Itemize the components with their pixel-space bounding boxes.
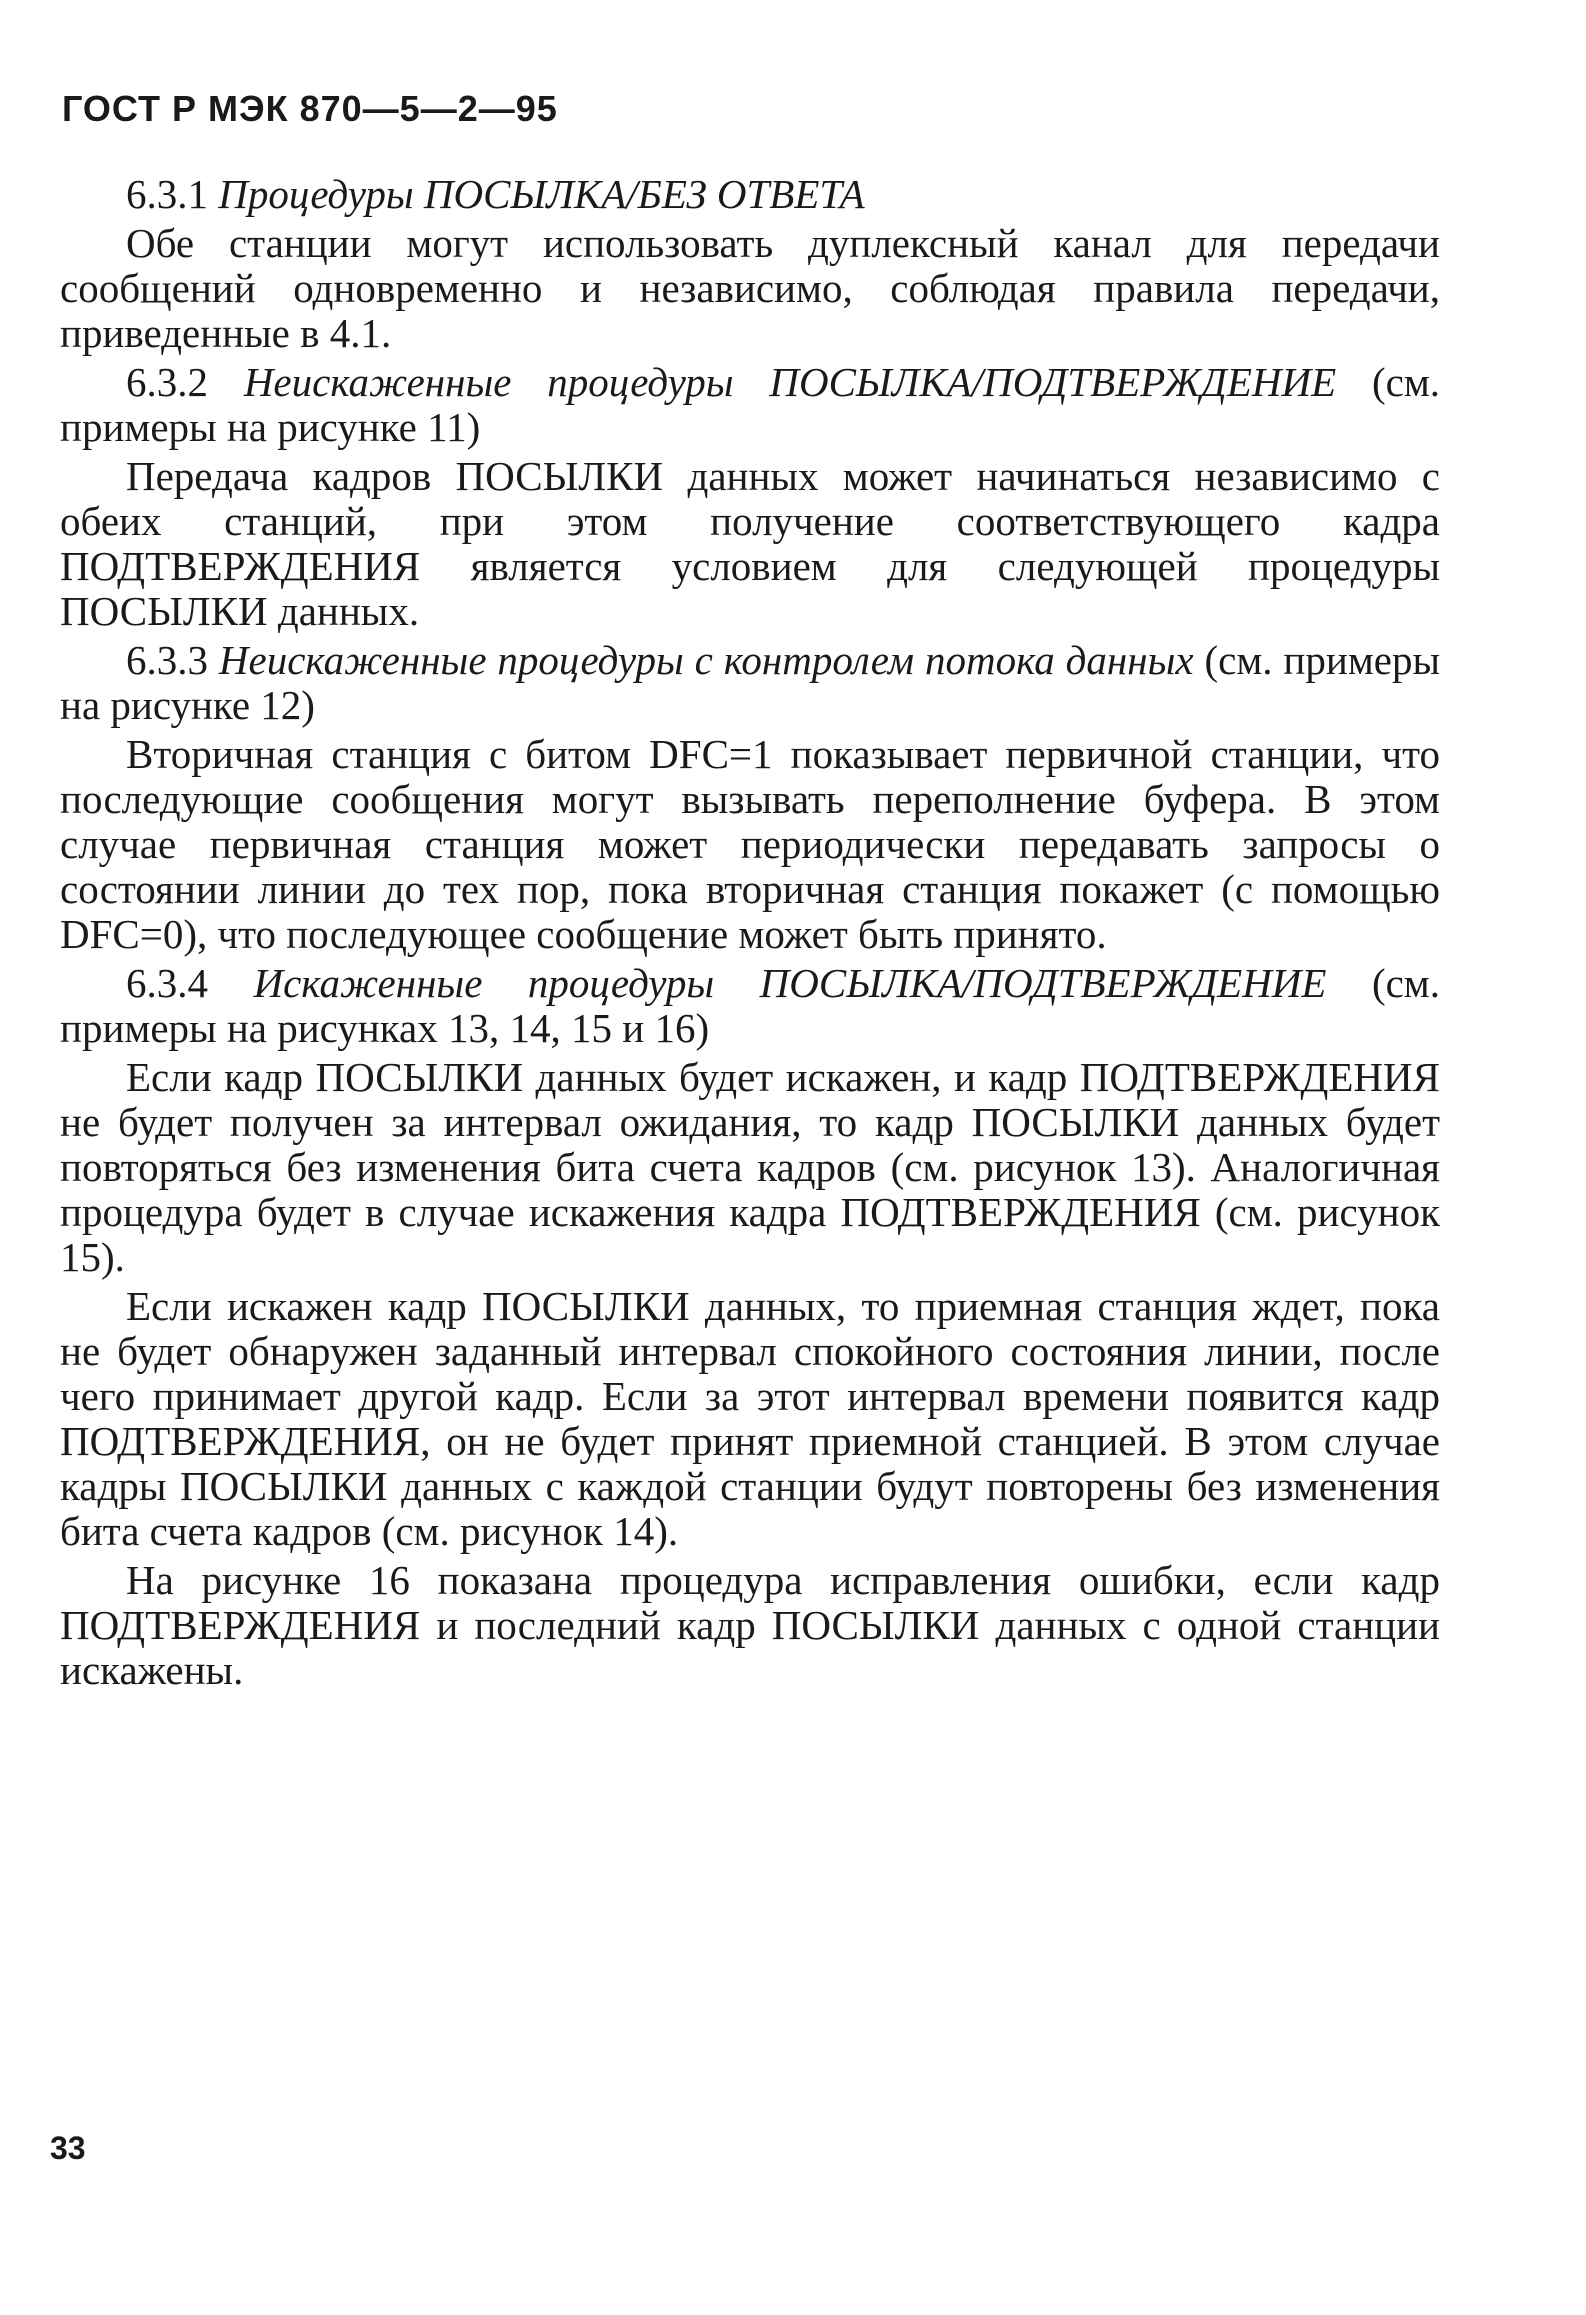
paragraph: Передача кадров ПОСЫЛКИ данных может начинаться независимо с обеих станций, при этом получение соответствующего кадра ПОДТВЕРЖДЕНИЯ является условием для следующей процедуры ПОСЫЛКИ данных. — [60, 453, 1440, 634]
paragraph: Если искажен кадр ПОСЫЛКИ данных, то приемная станция ждет, пока не будет обнаружен заданный интервал спокойного состояния линии, после чего принимает другой кадр. Если за этот интервал времени появится кадр ПОДТВЕРЖДЕНИЯ, он не будет принят приемной станцией. В этом случае кадры ПОСЫЛКИ данных с каждой станции будут повторены без изменения бита счета кадров (см. рисунок 14). — [60, 1283, 1440, 1554]
section-heading-6-3-1: 6.3.1 Процедуры ПОСЫЛКА/БЕЗ ОТВЕТА — [126, 171, 865, 217]
document-body — [60, 172, 1440, 1693]
page-number: 33 — [50, 2130, 86, 2166]
paragraph: Вторичная станция с битом DFC=1 показывает первичной станции, что последующие сообщения могут вызывать переполнение буфера. В этом случае первичная станция может периодически передавать запросы о состоянии линии до тех пор, пока вторичная станция покажет (с помощью DFC=0), что последующее сообщение может быть принято. — [60, 731, 1440, 957]
document-header: ГОСТ Р МЭК 870—5—2—95 — [62, 88, 558, 129]
section-heading-6-3-3: 6.3.3 Неискаженные процедуры с контролем потока данных (см. примеры на рисунке 12) — [60, 637, 1441, 728]
paragraph: Обе станции могут использовать дуплексный канал для передачи сообщений одновременно и независимо, соблюдая правила передачи, приведенные в 4.1. — [60, 220, 1440, 356]
section-heading-6-3-2: 6.3.2 Неискаженные процедуры ПОСЫЛКА/ПОДТВЕРЖДЕНИЕ (см. примеры на рисунке 11) — [60, 359, 1441, 450]
section-heading-6-3-4: 6.3.4 Искаженные процедуры ПОСЫЛКА/ПОДТВЕРЖДЕНИЕ (см. примеры на рисунках 13, 14, 15 и 16) — [60, 960, 1440, 1051]
paragraph: На рисунке 16 показана процедура исправления ошибки, если кадр ПОДТВЕРЖДЕНИЯ и последний кадр ПОСЫЛКИ данных с одной станции искажены. — [60, 1557, 1440, 1693]
paragraph: Если кадр ПОСЫЛКИ данных будет искажен, и кадр ПОДТВЕРЖДЕНИЯ не будет получен за интервал ожидания, то кадр ПОСЫЛКИ данных будет повторяться без изменения бита счета кадров (см. рисунок 13). Аналогичная процедура будет в случае искажения кадра ПОДТВЕРЖДЕНИЯ (см. рисунок 15). — [60, 1054, 1440, 1280]
